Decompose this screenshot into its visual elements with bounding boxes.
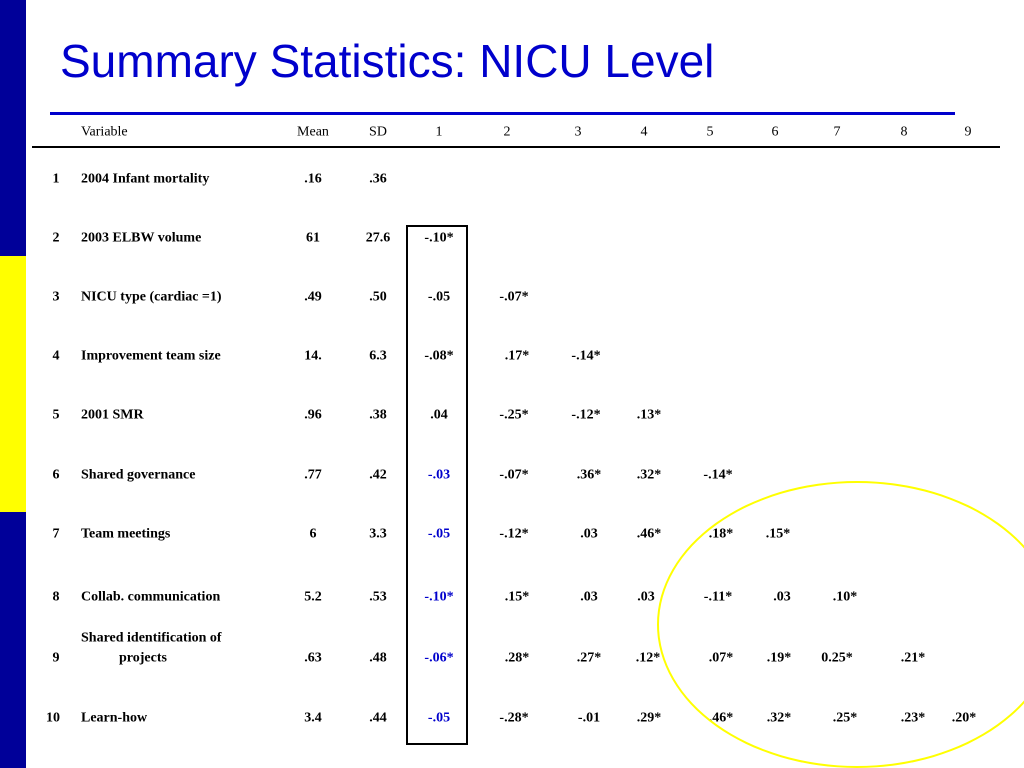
row-corr-2: -.12* — [499, 526, 529, 542]
row-corr-3: -.14* — [571, 348, 601, 364]
row-sd: 6.3 — [369, 348, 387, 364]
row-number: 1 — [52, 171, 60, 187]
row-variable: Collab. communication — [81, 589, 221, 605]
row-corr-4: .12* — [635, 650, 661, 666]
row-number: 10 — [46, 710, 60, 726]
row-corr-2: -.07* — [499, 467, 529, 483]
row-variable: 2004 Infant mortality — [81, 171, 210, 187]
row-corr-5: -.11* — [703, 589, 733, 605]
header-col-4: 4 — [640, 124, 648, 140]
row-corr-8: .21* — [900, 650, 926, 666]
row-variable: 2001 SMR — [81, 407, 144, 423]
row-corr-1: .04 — [430, 407, 448, 423]
row-number: 5 — [52, 407, 60, 423]
row-corr-3: .03 — [580, 589, 598, 605]
row-number: 4 — [52, 348, 60, 364]
row-corr-4: .32* — [636, 467, 662, 483]
row-mean: 6 — [309, 526, 317, 542]
row-mean: .16 — [304, 171, 322, 187]
row-corr-6: .19* — [766, 650, 792, 666]
row-mean: .49 — [304, 289, 322, 305]
sidebar-blue-bottom — [0, 512, 26, 768]
row-mean: 5.2 — [304, 589, 322, 605]
header-variable: Variable — [81, 124, 128, 140]
header-col-1: 1 — [435, 124, 443, 140]
row-variable: Improvement team size — [81, 348, 221, 364]
row-corr-2: -.07* — [499, 289, 529, 305]
header-col-8: 8 — [900, 124, 908, 140]
header-rule — [32, 146, 1000, 148]
row-corr-6: .32* — [766, 710, 792, 726]
row-corr-3: .03 — [580, 526, 598, 542]
row-variable-line-1: Shared identification of — [81, 630, 222, 646]
row-variable: NICU type (cardiac =1) — [81, 289, 222, 305]
row-variable: Learn-how — [81, 710, 148, 726]
slide-title: Summary Statistics: NICU Level — [60, 35, 715, 87]
row-corr-1: -.08* — [424, 348, 454, 364]
row-mean: 3.4 — [304, 710, 322, 726]
row-corr-7: .25* — [832, 710, 858, 726]
title-underline — [50, 112, 955, 115]
row-number: 3 — [52, 289, 60, 305]
row-number: 7 — [52, 526, 60, 542]
row-corr-7: .10* — [832, 589, 858, 605]
row-sd: .42 — [369, 467, 387, 483]
header-col-7: 7 — [833, 124, 841, 140]
sidebar-blue-top — [0, 0, 26, 256]
row-sd: .36 — [369, 171, 387, 187]
row-variable: 2003 ELBW volume — [81, 230, 202, 246]
row-corr-3: .27* — [576, 650, 602, 666]
row-corr-2: .17* — [504, 348, 530, 364]
row-corr-2: .15* — [504, 589, 530, 605]
row-variable — [81, 629, 222, 670]
row-corr-6: .03 — [773, 589, 791, 605]
row-number: 8 — [52, 589, 60, 605]
header-col-3: 3 — [574, 124, 582, 140]
row-corr-1: -.05 — [427, 289, 451, 305]
header-sd: SD — [369, 124, 387, 140]
header-col-5: 5 — [706, 124, 714, 140]
row-variable: Team meetings — [81, 526, 171, 542]
row-variable: Shared governance — [81, 467, 196, 483]
row-sd: 27.6 — [365, 230, 391, 246]
row-corr-1: -.03 — [427, 467, 451, 483]
row-number: 2 — [52, 230, 60, 246]
row-corr-4: .46* — [636, 526, 662, 542]
row-sd: .50 — [369, 289, 387, 305]
row-corr-3: -.12* — [571, 407, 601, 423]
header-col-9: 9 — [964, 124, 972, 140]
row-corr-7: 0.25* — [821, 650, 853, 666]
column-1-highlight-box — [406, 225, 468, 745]
row-sd: .53 — [369, 589, 387, 605]
row-sd: .44 — [369, 710, 387, 726]
row-corr-4: .03 — [637, 589, 655, 605]
row-mean: 14. — [304, 348, 322, 364]
row-mean: .96 — [304, 407, 322, 423]
row-number: 6 — [52, 467, 60, 483]
row-mean: 61 — [306, 230, 320, 246]
header-mean: Mean — [297, 124, 329, 140]
row-sd: .38 — [369, 407, 387, 423]
row-corr-4: .13* — [636, 407, 662, 423]
row-corr-4: .29* — [636, 710, 662, 726]
header-col-6: 6 — [771, 124, 779, 140]
row-number: 9 — [52, 650, 60, 666]
row-corr-2: -.25* — [499, 407, 529, 423]
row-corr-2: .28* — [504, 650, 530, 666]
row-corr-1: -.05 — [427, 710, 451, 726]
row-corr-1: -.10* — [424, 230, 454, 246]
row-corr-9: .20* — [951, 710, 977, 726]
row-corr-1: -.10* — [424, 589, 454, 605]
row-corr-3: -.01 — [577, 710, 601, 726]
row-corr-5: .07* — [708, 650, 734, 666]
row-mean: .63 — [304, 650, 322, 666]
row-corr-1: -.05 — [427, 526, 451, 542]
row-corr-1: -.06* — [424, 650, 454, 666]
row-corr-3: .36* — [576, 467, 602, 483]
row-corr-2: -.28* — [499, 710, 529, 726]
row-sd: .48 — [369, 650, 387, 666]
row-variable-line-2: projects — [119, 651, 167, 666]
row-sd: 3.3 — [369, 526, 387, 542]
sidebar-yellow — [0, 256, 26, 512]
row-mean: .77 — [304, 467, 322, 483]
row-corr-5: -.14* — [703, 467, 733, 483]
header-col-2: 2 — [503, 124, 511, 140]
row-corr-6: .15* — [765, 526, 791, 542]
row-corr-5: .18* — [708, 526, 734, 542]
row-corr-8: .23* — [900, 710, 926, 726]
row-corr-5: .46* — [708, 710, 734, 726]
